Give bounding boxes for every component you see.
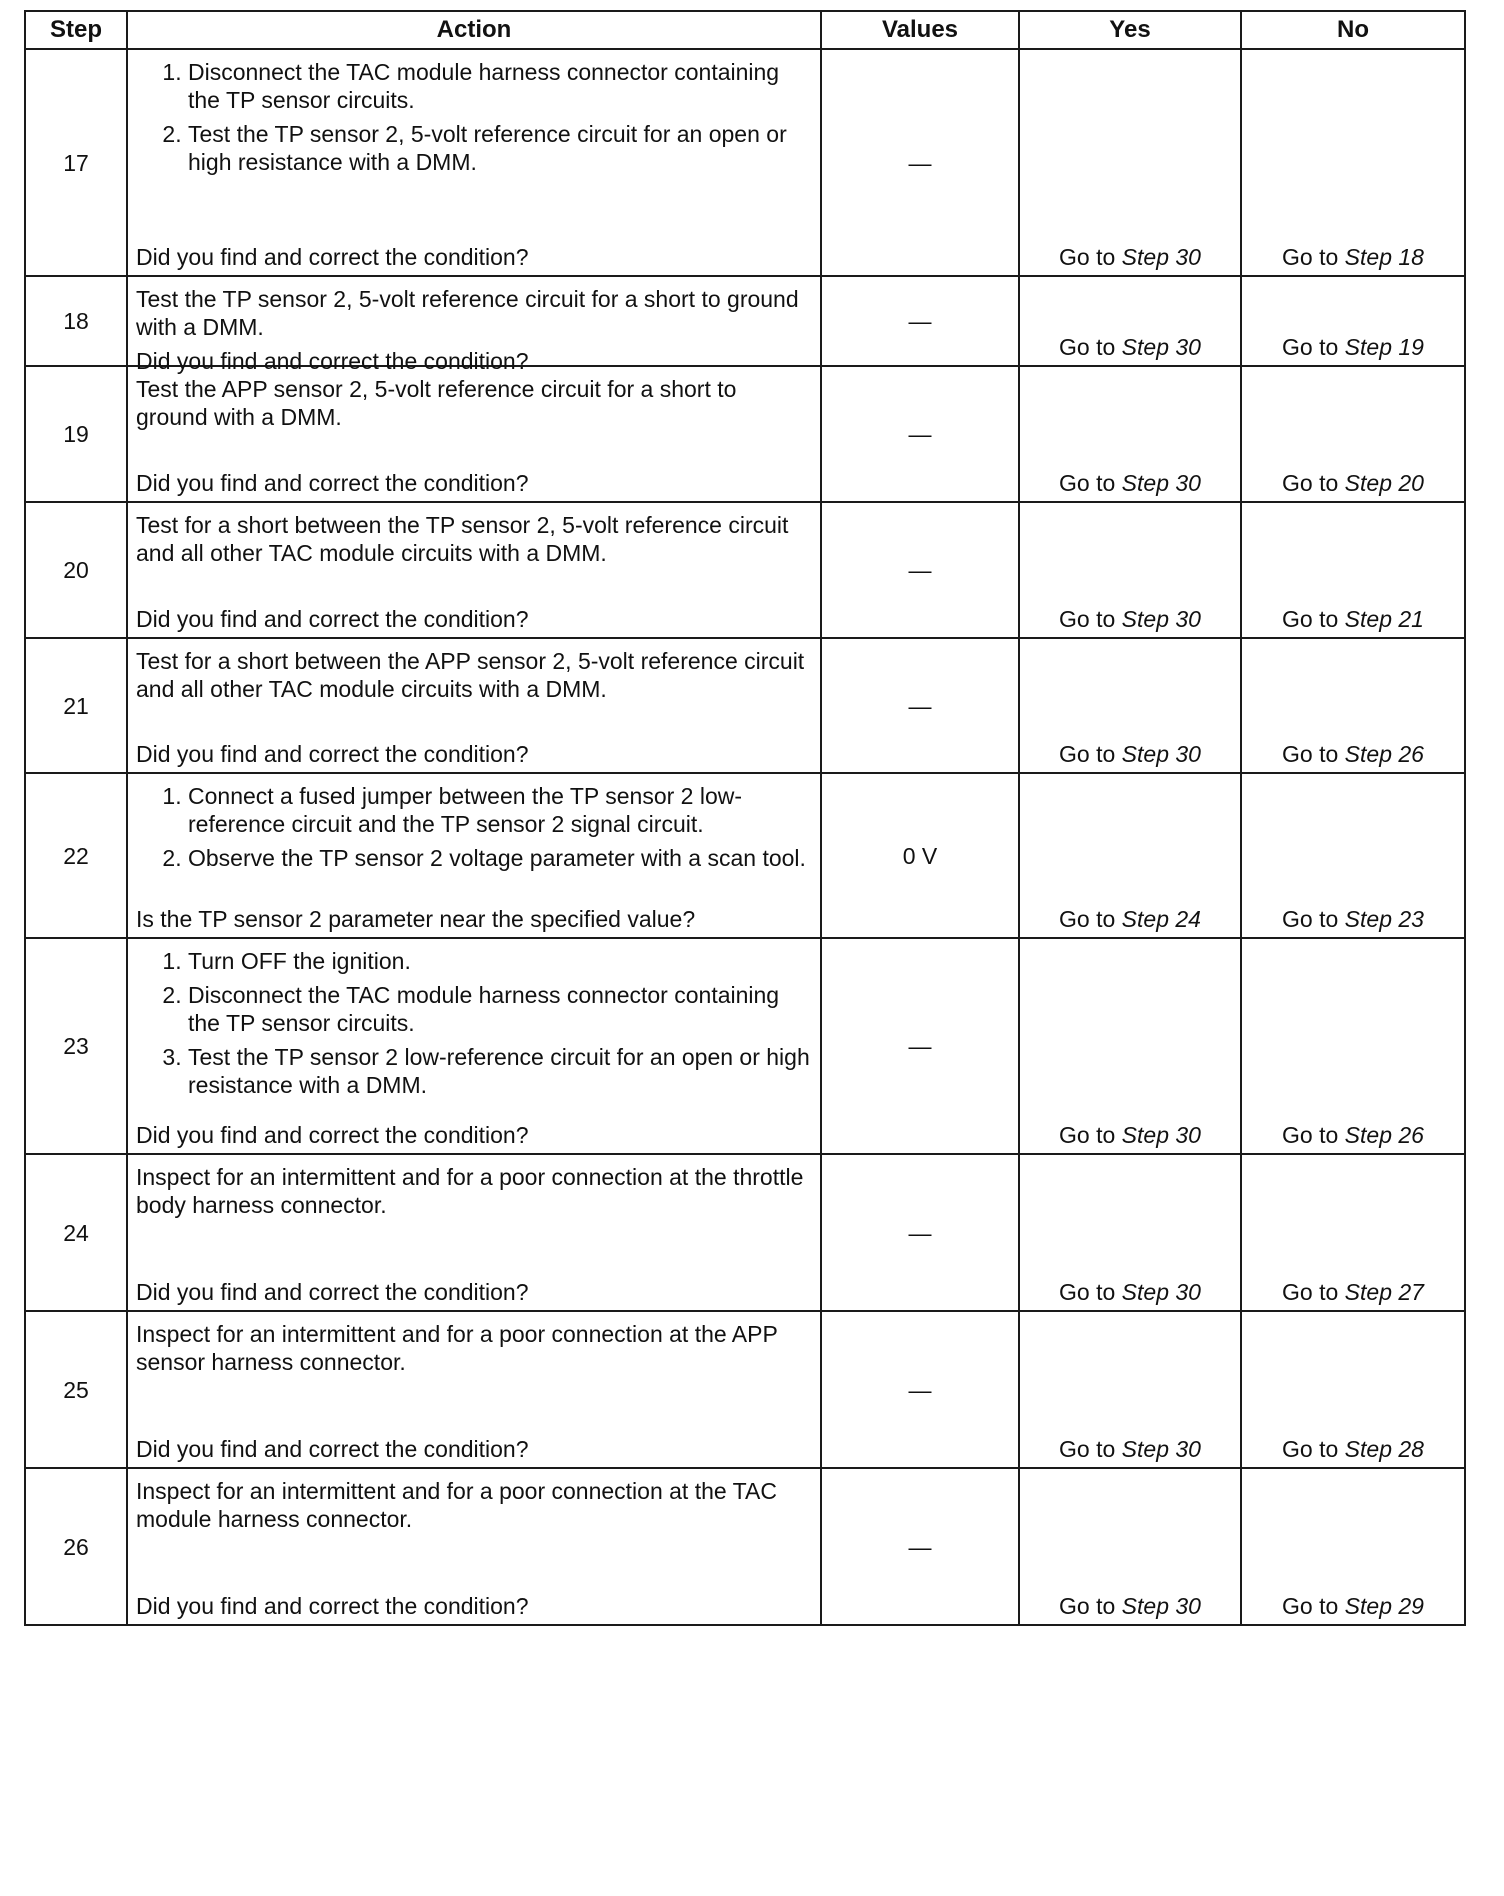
action-instructions: [136, 782, 810, 878]
action-question: Did you find and correct the condition?: [136, 606, 529, 632]
no-step-reference: Step 23: [1344, 906, 1424, 932]
step-number: 24: [25, 1154, 127, 1311]
yes-goto-prefix: Go to: [1059, 470, 1116, 496]
action-cell: [127, 502, 821, 638]
yes-step-reference: Step 30: [1121, 1436, 1201, 1462]
no-goto-prefix: Go to: [1282, 1122, 1339, 1148]
value-cell: [821, 49, 1019, 276]
specified-value: —: [908, 149, 932, 176]
value-cell: [821, 638, 1019, 773]
yes-goto-prefix: Go to: [1059, 1436, 1116, 1462]
action-instructions: [136, 1163, 810, 1219]
action-cell: [127, 1154, 821, 1311]
action-cell: [127, 276, 821, 374]
no-step-reference: Step 20: [1344, 470, 1424, 496]
action-instructions: [136, 1320, 810, 1376]
specified-value: —: [908, 1219, 932, 1246]
no-cell: [1241, 1311, 1465, 1468]
step-number: 25: [25, 1311, 127, 1468]
table-row: [25, 638, 1465, 773]
value-cell: [821, 938, 1019, 1154]
no-cell: [1241, 49, 1465, 276]
specified-value: —: [908, 1533, 932, 1560]
instruction-item: 1. Connect a fused jumper between the TP sensor 2 low-reference circuit and the TP sensor 2 signal circuit.: [188, 782, 810, 838]
step-number: 21: [25, 638, 127, 773]
yes-goto-prefix: Go to: [1059, 1593, 1116, 1619]
table-row: [25, 1311, 1465, 1468]
action-text: Test the APP sensor 2, 5-volt reference circuit for a short to ground with a DMM.: [136, 376, 737, 430]
action-text: Test for a short between the APP sensor 2, 5-volt reference circuit and all other TAC module circuits with a DMM.: [136, 648, 805, 702]
yes-step-reference: Step 30: [1121, 1593, 1201, 1619]
yes-step-reference: Step 30: [1121, 470, 1201, 496]
yes-cell: [1019, 502, 1241, 638]
specified-value: —: [908, 557, 932, 583]
yes-goto-prefix: Go to: [1059, 606, 1116, 632]
action-instructions: [136, 58, 810, 182]
table-row: [25, 938, 1465, 1154]
yes-cell: [1019, 1154, 1241, 1311]
action-text: Inspect for an intermittent and for a poor connection at the throttle body harness connector.: [136, 1164, 804, 1218]
yes-cell: [1019, 638, 1241, 773]
specified-value: —: [908, 692, 932, 719]
header-row: [25, 11, 1465, 49]
action-cell: [127, 773, 821, 938]
no-goto-prefix: Go to: [1282, 244, 1339, 270]
no-goto-prefix: Go to: [1282, 470, 1339, 496]
table-row: [25, 366, 1465, 502]
no-goto-prefix: Go to: [1282, 906, 1339, 932]
action-instructions: [136, 1477, 810, 1533]
yes-cell: [1019, 366, 1241, 502]
no-cell: [1241, 773, 1465, 938]
instruction-list: [136, 947, 810, 1099]
yes-goto-prefix: Go to: [1059, 1279, 1116, 1305]
no-goto-prefix: Go to: [1282, 1593, 1339, 1619]
action-question: Did you find and correct the condition?: [136, 348, 529, 374]
step-number: 20: [25, 502, 127, 638]
instruction-item: 2. Disconnect the TAC module harness connector containing the TP sensor circuits.: [188, 981, 810, 1037]
specified-value: —: [908, 1376, 932, 1403]
no-step-reference: Step 26: [1344, 741, 1424, 767]
action-cell: [127, 1311, 821, 1468]
no-goto-prefix: Go to: [1282, 334, 1339, 360]
step-number: 22: [25, 773, 127, 938]
no-goto-prefix: Go to: [1282, 1436, 1339, 1462]
table-row: [25, 1468, 1465, 1625]
instruction-list: [136, 782, 810, 872]
table-row: [25, 276, 1465, 366]
yes-cell: [1019, 276, 1241, 366]
no-cell: [1241, 938, 1465, 1154]
step-number: 26: [25, 1468, 127, 1625]
specified-value: —: [908, 1033, 932, 1059]
action-question: Did you find and correct the condition?: [136, 1279, 529, 1305]
header-action: Action: [127, 11, 821, 49]
yes-cell: [1019, 49, 1241, 276]
yes-goto-prefix: Go to: [1059, 1122, 1116, 1148]
no-cell: [1241, 276, 1465, 366]
header-yes: Yes: [1019, 11, 1241, 49]
yes-cell: [1019, 773, 1241, 938]
action-question: Did you find and correct the condition?: [136, 470, 529, 496]
value-cell: [821, 1154, 1019, 1311]
no-cell: [1241, 1154, 1465, 1311]
yes-goto-prefix: Go to: [1059, 741, 1116, 767]
action-question: Did you find and correct the condition?: [136, 741, 529, 767]
action-instructions: [136, 511, 810, 567]
action-instructions: [136, 647, 810, 703]
action-question: Did you find and correct the condition?: [136, 244, 529, 270]
action-cell: [127, 638, 821, 773]
no-cell: [1241, 1468, 1465, 1625]
action-text: Inspect for an intermittent and for a poor connection at the TAC module harness connector.: [136, 1478, 777, 1532]
value-cell: [821, 773, 1019, 938]
yes-step-reference: Step 24: [1121, 906, 1201, 932]
no-cell: [1241, 638, 1465, 773]
yes-cell: [1019, 1468, 1241, 1625]
table-row: [25, 773, 1465, 938]
instruction-list: [136, 58, 810, 176]
action-instructions: [136, 285, 810, 341]
yes-step-reference: Step 30: [1121, 741, 1201, 767]
instruction-item: 1. Disconnect the TAC module harness connector containing the TP sensor circuits.: [188, 58, 810, 114]
action-text: Inspect for an intermittent and for a poor connection at the APP sensor harness connector.: [136, 1321, 778, 1375]
table-body: [25, 49, 1465, 1625]
no-cell: [1241, 502, 1465, 638]
yes-step-reference: Step 30: [1121, 244, 1201, 270]
yes-step-reference: Step 30: [1121, 1122, 1201, 1148]
specified-value: —: [908, 421, 932, 447]
no-step-reference: Step 18: [1344, 244, 1424, 270]
action-question: Is the TP sensor 2 parameter near the specified value?: [136, 906, 696, 932]
action-instructions: [136, 375, 810, 431]
no-step-reference: Step 21: [1344, 606, 1424, 632]
step-number: 23: [25, 938, 127, 1154]
yes-goto-prefix: Go to: [1059, 906, 1116, 932]
value-cell: [821, 1468, 1019, 1625]
value-cell: [821, 366, 1019, 502]
instruction-item: 3. Test the TP sensor 2 low-reference circuit for an open or high resistance with a DMM.: [188, 1043, 810, 1099]
action-instructions: [136, 947, 810, 1105]
instruction-item: 1. Turn OFF the ignition.: [188, 947, 810, 975]
action-cell: [127, 1468, 821, 1625]
yes-step-reference: Step 30: [1121, 334, 1201, 360]
no-goto-prefix: Go to: [1282, 1279, 1339, 1305]
step-number: 18: [25, 276, 127, 366]
no-goto-prefix: Go to: [1282, 606, 1339, 632]
yes-cell: [1019, 938, 1241, 1154]
yes-goto-prefix: Go to: [1059, 244, 1116, 270]
action-question: Did you find and correct the condition?: [136, 1436, 529, 1462]
yes-step-reference: Step 30: [1121, 1279, 1201, 1305]
step-number: 19: [25, 366, 127, 502]
action-cell: [127, 366, 821, 502]
table-row: [25, 502, 1465, 638]
instruction-item: 2. Observe the TP sensor 2 voltage parameter with a scan tool.: [188, 844, 810, 872]
action-text: Test for a short between the TP sensor 2, 5-volt reference circuit and all other TAC module circuits with a DMM.: [136, 512, 789, 566]
header-values: Values: [821, 11, 1019, 49]
action-cell: [127, 938, 821, 1154]
step-number: 17: [25, 49, 127, 276]
no-cell: [1241, 366, 1465, 502]
no-step-reference: Step 27: [1344, 1279, 1424, 1305]
yes-cell: [1019, 1311, 1241, 1468]
specified-value: 0 V: [902, 842, 938, 869]
no-goto-prefix: Go to: [1282, 741, 1339, 767]
specified-value: —: [908, 308, 932, 334]
action-text: Test the TP sensor 2, 5-volt reference circuit for a short to ground with a DMM.: [136, 286, 799, 340]
value-cell: [821, 1311, 1019, 1468]
action-question: Did you find and correct the condition?: [136, 1593, 529, 1619]
no-step-reference: Step 29: [1344, 1593, 1424, 1619]
value-cell: [821, 502, 1019, 638]
action-cell: [127, 49, 821, 276]
diagnostic-table: [24, 10, 1466, 1626]
value-cell: [821, 276, 1019, 366]
header-step: Step: [25, 11, 127, 49]
yes-goto-prefix: Go to: [1059, 334, 1116, 360]
yes-step-reference: Step 30: [1121, 606, 1201, 632]
table-row: [25, 49, 1465, 276]
header-no: No: [1241, 11, 1465, 49]
no-step-reference: Step 28: [1344, 1436, 1424, 1462]
no-step-reference: Step 26: [1344, 1122, 1424, 1148]
action-question: Did you find and correct the condition?: [136, 1122, 529, 1148]
instruction-item: 2. Test the TP sensor 2, 5-volt reference circuit for an open or high resistance with a DMM.: [188, 120, 810, 176]
table-row: [25, 1154, 1465, 1311]
no-step-reference: Step 19: [1344, 334, 1424, 360]
